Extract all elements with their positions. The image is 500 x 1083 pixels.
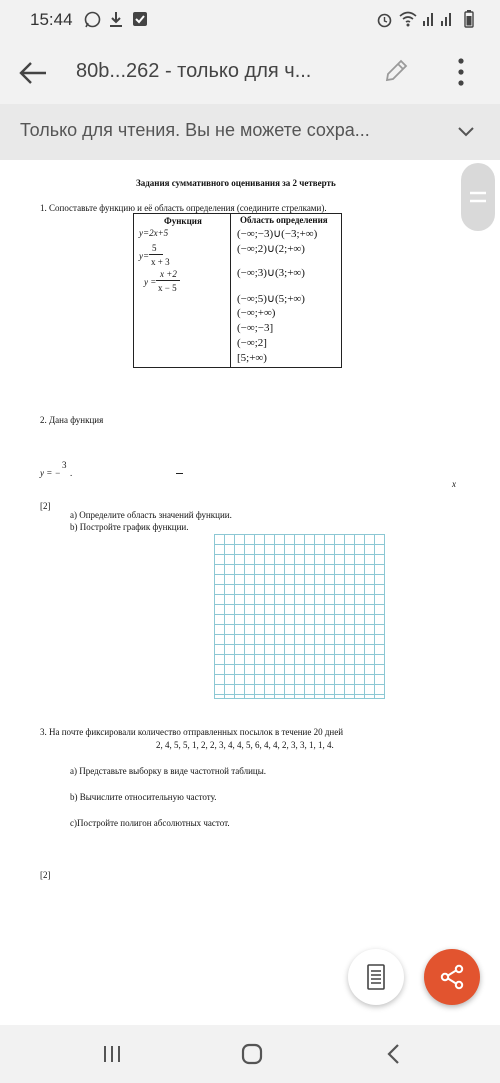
function-2-numerator: 5	[152, 243, 157, 253]
task2-formula-dot: .	[70, 468, 73, 478]
task2-formula-numerator: 3	[62, 460, 67, 470]
home-icon[interactable]	[241, 1043, 263, 1070]
app-bar	[0, 42, 500, 104]
domain-4: (−∞;5)∪(5;+∞)	[237, 293, 305, 305]
back-arrow-icon[interactable]	[18, 60, 48, 91]
battery-icon	[464, 10, 474, 32]
table-divider	[230, 214, 231, 367]
recents-icon[interactable]	[102, 1044, 122, 1069]
function-3-numerator: x +2	[160, 269, 177, 279]
function-2-denominator: x + 3	[151, 257, 170, 267]
share-icon	[439, 964, 465, 990]
nav-back-icon[interactable]	[386, 1043, 400, 1070]
read-only-banner[interactable]	[0, 104, 500, 160]
fraction-bar	[156, 280, 180, 281]
download-icon	[109, 11, 123, 32]
wifi-icon	[398, 10, 418, 31]
scroll-thumb[interactable]	[461, 163, 495, 231]
reading-mode-button[interactable]	[348, 949, 404, 1005]
share-button[interactable]	[424, 949, 480, 1005]
fraction-bar	[149, 254, 163, 255]
domain-8: [5;+∞)	[237, 352, 267, 364]
drag-lines-icon	[469, 191, 487, 203]
whatsapp-icon	[84, 11, 101, 32]
domain-1: (−∞;−3)∪(−3;+∞)	[237, 228, 318, 240]
function-3-left: y =	[144, 277, 157, 287]
task3-item-b: b) Вычислите относительную частоту.	[70, 792, 217, 802]
task2-item-a: a) Определите область значений функции.	[70, 510, 232, 520]
col-function-header: Функция	[164, 216, 202, 226]
domain-3: (−∞;3)∪(3;+∞)	[237, 267, 305, 279]
function-3-denominator: x − 5	[158, 283, 177, 293]
alarm-icon	[376, 11, 393, 32]
edit-pencil-icon[interactable]	[382, 57, 410, 90]
task2-item-b: b) Постройте график функции.	[70, 522, 189, 532]
graph-grid	[214, 534, 385, 699]
domain-2: (−∞;2)∪(2;+∞)	[237, 243, 305, 255]
document-view-icon	[367, 964, 385, 990]
task2-text: 2. Дана функция	[40, 415, 104, 425]
domain-7: (−∞;2]	[237, 337, 267, 349]
task3-item-a: a) Представьте выборку в виде частотной таблицы.	[70, 766, 267, 776]
col-domain-header: Область определения	[240, 215, 328, 225]
doc-heading: Задания суммативного оценивания за 2 четверть	[136, 178, 336, 188]
status-time: 15:44	[30, 10, 73, 29]
signal-icon	[421, 10, 457, 31]
checkbox-icon	[132, 11, 148, 31]
chevron-down-icon[interactable]	[458, 124, 474, 142]
task1-text: 1. Сопоставьте функцию и её область определения (соедините стрелками).	[40, 203, 327, 213]
status-bar	[0, 0, 500, 42]
domain-6: (−∞;−3]	[237, 322, 274, 334]
function-2-left: y=	[139, 251, 150, 261]
domain-5: (−∞;+∞)	[237, 307, 276, 319]
task2-formula-left: y = −	[40, 468, 61, 478]
task2-formula-x: x	[452, 479, 456, 489]
task3-text: 3. На почте фиксировали количество отправленных посылок в течение 20 дней	[40, 727, 344, 737]
task3-points: [2]	[40, 870, 51, 880]
system-nav-bar	[0, 1025, 500, 1083]
read-only-message: Только для чтения. Вы не можете сохра...	[20, 120, 370, 140]
fraction-bar	[176, 473, 183, 474]
matching-table	[133, 213, 342, 368]
task3-data: 2, 4, 5, 5, 1, 2, 2, 3, 4, 4, 5, 6, 4, 4, 2, 3, 3, 1, 1, 4.	[156, 740, 334, 750]
task2-points: [2]	[40, 501, 51, 511]
document-title: 80b...262 - только для ч...	[76, 60, 312, 82]
task3-item-c: c)Постройте полигон абсолютных частот.	[70, 818, 230, 828]
function-1: y=2x+5	[139, 228, 169, 238]
more-vert-icon[interactable]	[456, 57, 466, 92]
